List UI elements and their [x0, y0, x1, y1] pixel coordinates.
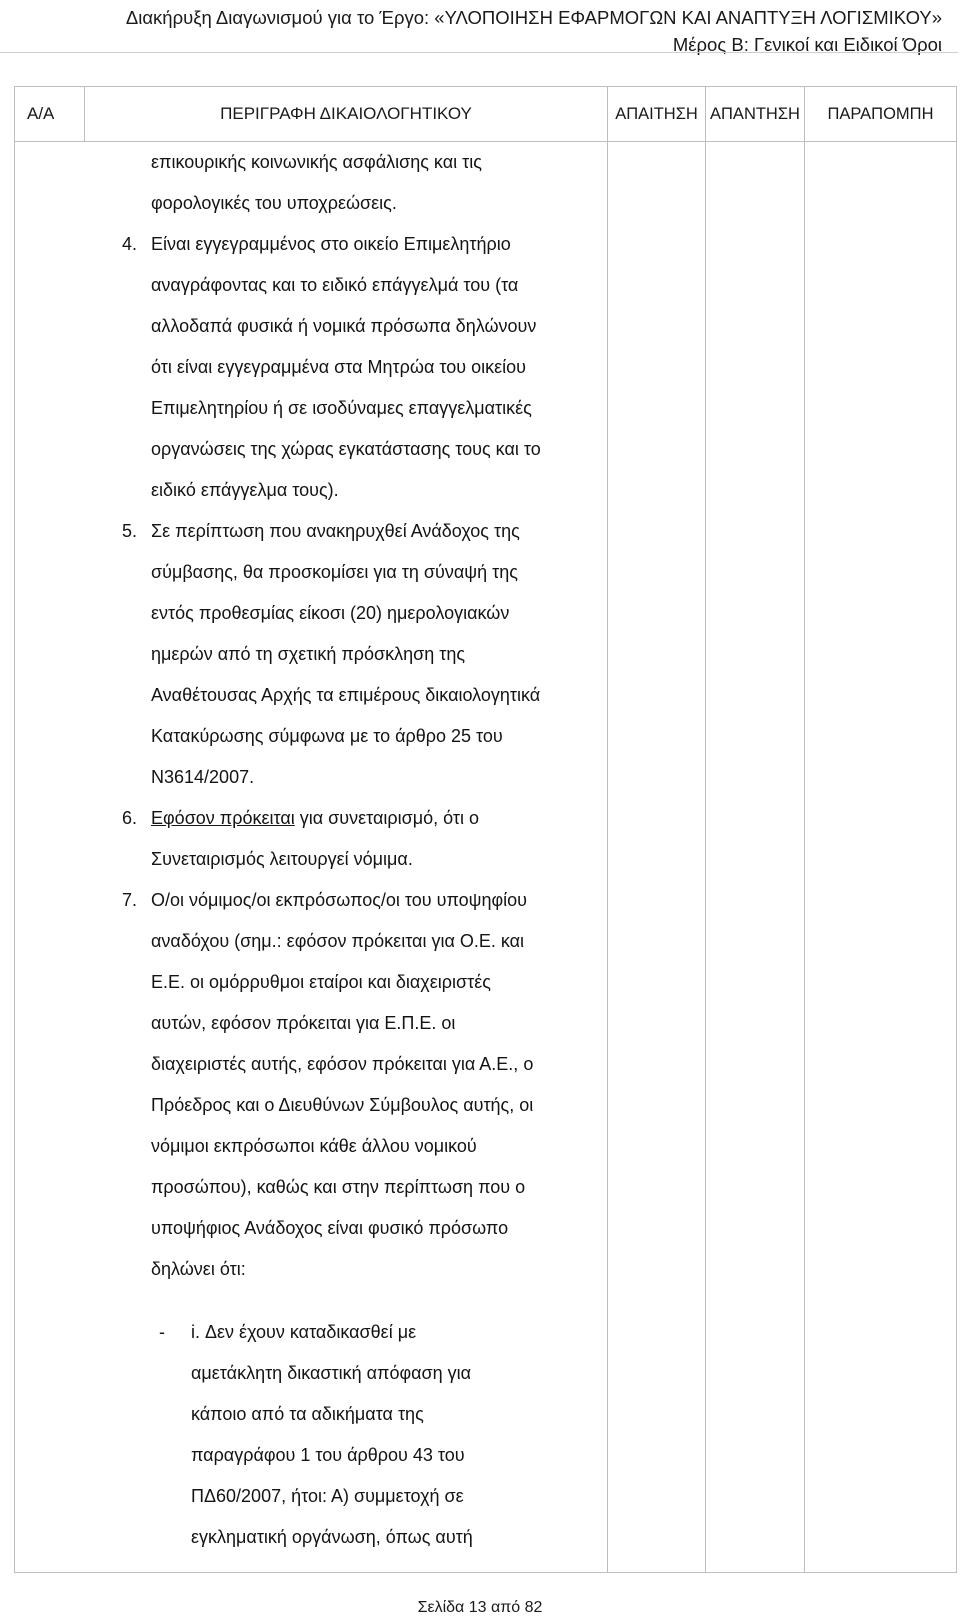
text-line: εντός προθεσμίας είκοσι (20) ημερολογιακών — [151, 603, 510, 623]
sub-item-text — [191, 1312, 607, 1558]
reference-cell — [805, 142, 957, 1573]
text-line: ημερών από τη σχετική πρόσκληση της — [151, 644, 466, 664]
table-row — [15, 142, 957, 1573]
requirements-table — [14, 86, 957, 1573]
item-number: 7. — [121, 890, 137, 910]
item-number: 4. — [121, 234, 137, 254]
text-line: φορολογικές του υποχρεώσεις. — [151, 193, 397, 213]
column-header-reference: ΠΑΡΑΠΟΜΠΗ — [805, 87, 957, 142]
document-part: Μέρος Β: Γενικοί και Ειδικοί Όροι — [672, 34, 942, 55]
item-number: 5. — [121, 521, 137, 541]
text-line: αυτών, εφόσον πρόκειται για Ε.Π.Ε. οι — [151, 1013, 456, 1033]
column-header-answer: ΑΠΑΝΤΗΣΗ — [706, 87, 805, 142]
answer-cell — [706, 142, 805, 1573]
requirement-cell — [608, 142, 706, 1573]
text-line: Συνεταιρισμός λειτουργεί νόμιμα. — [151, 849, 413, 869]
text-line: Σε περίπτωση που ανακηρυχθεί Ανάδοχος της — [151, 521, 520, 541]
text-line: νόμιμοι εκπρόσωποι κάθε άλλου νομικού — [151, 1136, 477, 1156]
page-number: Σελίδα 13 από 82 — [417, 1599, 543, 1616]
underlined-phrase: Εφόσον πρόκειται — [151, 808, 295, 828]
text-line: Ο/οι νόμιμος/οι εκπρόσωπος/οι του υποψηφίου — [151, 890, 528, 910]
text-line: ειδικό επάγγελμα τους). — [151, 480, 339, 500]
text-line: αλλοδαπά φυσικά ή νομικά πρόσωπα δηλώνουν — [151, 316, 537, 336]
item-number: 6. — [121, 808, 137, 828]
text-line: εγκληματική οργάνωση, όπως αυτή — [191, 1527, 473, 1547]
text-line: Πρόεδρος και ο Διευθύνων Σύμβουλος αυτής, οι — [151, 1095, 534, 1115]
table-header-row — [15, 87, 957, 142]
text-line: Είναι εγγεγραμμένος στο οικείο Επιμελητήριο — [151, 234, 511, 254]
text-line: οργανώσεις της χώρας εγκατάστασης τους και το — [151, 439, 541, 459]
text-line: σύμβασης, θα προσκομίσει για τη σύναψή της — [151, 562, 518, 582]
item-text — [151, 880, 607, 1290]
text-line: Κατακύρωσης σύμφωνα με το άρθρο 25 του — [151, 726, 503, 746]
text-line: διαχειριστές αυτής, εφόσον πρόκειται για Α.Ε., ο — [151, 1054, 534, 1074]
text-line: δηλώνει ότι: — [151, 1259, 246, 1279]
document-header — [0, 0, 960, 58]
text-line: αμετάκλητη δικαστική απόφαση για — [191, 1363, 472, 1383]
text-line: παραγράφου 1 του άρθρου 43 του — [191, 1445, 465, 1465]
list-item-6 — [15, 798, 607, 880]
column-header-description: ΠΕΡΙΓΡΑΦΗ ΔΙΚΑΙΟΛΟΓΗΤΙΚΟΥ — [85, 87, 608, 142]
description-body — [15, 142, 607, 1558]
item-text — [151, 511, 607, 798]
list-item-5 — [15, 511, 607, 798]
header-divider — [0, 52, 958, 53]
text-line: αναδόχου (σημ.: εφόσον πρόκειται για Ο.Ε. και — [151, 931, 525, 951]
text-line: κάποιο από τα αδικήματα της — [191, 1404, 424, 1424]
text-line — [151, 798, 607, 839]
list-item-4 — [15, 224, 607, 511]
item-text — [151, 224, 607, 511]
dash-bullet: - — [159, 1322, 165, 1342]
text-line: ΠΔ60/2007, ήτοι: Α) συμμετοχή σε — [191, 1486, 464, 1506]
text-span: για συνεταιρισμό, ότι ο — [294, 808, 480, 828]
text-line: Ν3614/2007. — [151, 767, 255, 787]
text-line: υποψήφιος Ανάδοχος είναι φυσικό πρόσωπο — [151, 1218, 509, 1238]
text-line: Αναθέτουσας Αρχής τα επιμέρους δικαιολογητικά — [151, 685, 541, 705]
text-line: Επιμελητηρίου ή σε ισοδύναμες επαγγελματικές — [151, 398, 532, 418]
text-line: Ε.Ε. οι ομόρρυθμοι εταίροι και διαχειριστές — [151, 972, 491, 992]
text-line: ότι είναι εγγεγραμμένα στα Μητρώα του οικείου — [151, 357, 526, 377]
list-item-7 — [15, 880, 607, 1290]
item-text — [151, 798, 607, 880]
text-line: επικουρικής κοινωνικής ασφάλισης και τις — [151, 152, 482, 172]
text-line: προσώπου), καθώς και στην περίπτωση που ο — [151, 1177, 526, 1197]
continuation-text — [15, 142, 607, 224]
column-header-requirement: ΑΠΑΙΤΗΣΗ — [608, 87, 706, 142]
sub-item — [15, 1312, 607, 1558]
text-line: i. Δεν έχουν καταδικασθεί με — [191, 1322, 417, 1342]
column-header-aa: Α/Α — [15, 87, 85, 142]
document-title: Διακήρυξη Διαγωνισμού για το Έργο: «ΥΛΟΠΟΙΗΣΗ ΕΦΑΡΜΟΓΩΝ ΚΑΙ ΑΝΑΠΤΥΞΗ ΛΟΓΙΣΜΙΚΟΥ» — [125, 7, 942, 28]
text-line: αναγράφοντας και το ειδικό επάγγελμά του (τα — [151, 275, 519, 295]
description-cell — [15, 142, 608, 1573]
